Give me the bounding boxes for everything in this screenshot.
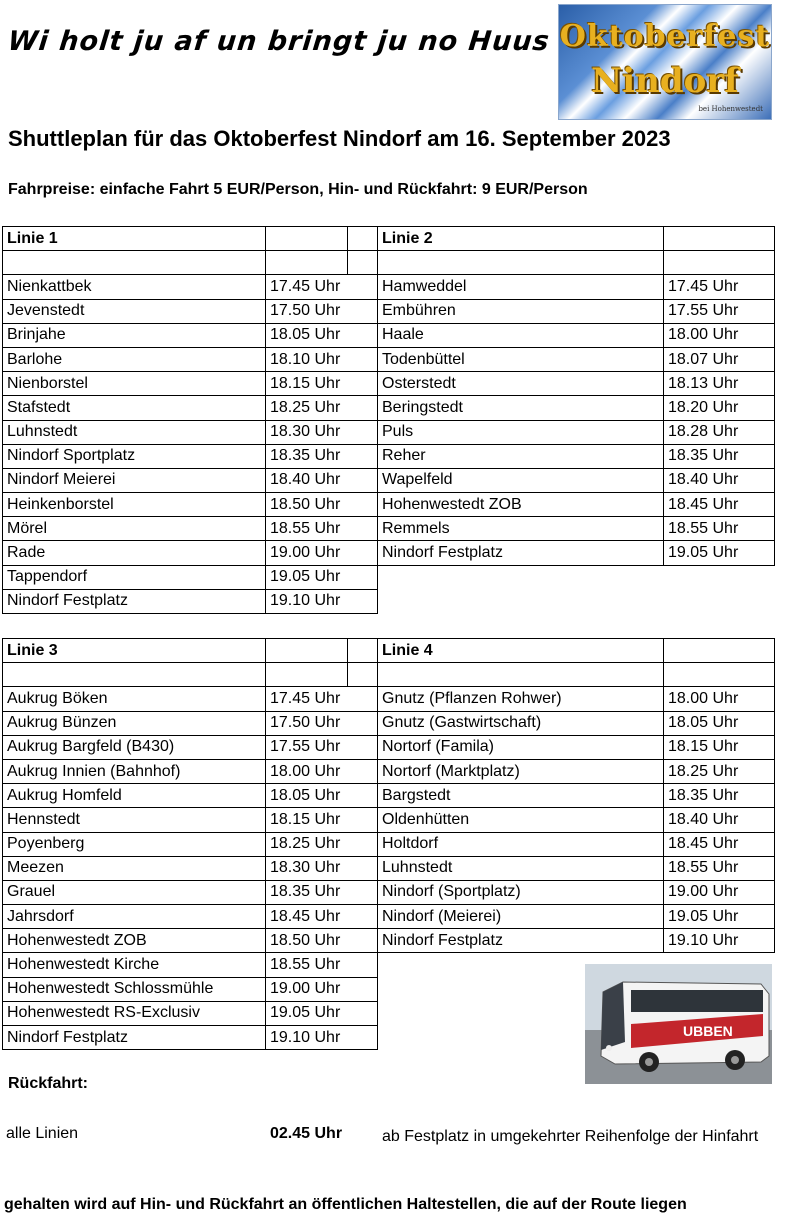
stop-time-left: 18.30 Uhr (266, 420, 378, 444)
stop-name-left: Aukrug Bünzen (3, 711, 266, 735)
stop-time-left: 18.00 Uhr (266, 759, 378, 783)
header-blank-cell (348, 639, 378, 663)
stop-name-right: Hamweddel (378, 275, 664, 299)
stop-time-right: 18.00 Uhr (664, 687, 775, 711)
table-blank-row (3, 251, 775, 275)
blank-cell (378, 251, 664, 275)
stop-time-right: 17.45 Uhr (664, 275, 775, 299)
line-header-right: Linie 4 (378, 639, 664, 663)
table-row (3, 275, 775, 299)
stop-time-right: 18.13 Uhr (664, 372, 775, 396)
return-trip-time: 02.45 Uhr (270, 1125, 343, 1142)
stop-name-left: Luhnstedt (3, 420, 266, 444)
stop-time-right: 18.35 Uhr (664, 784, 775, 808)
table-row (3, 372, 775, 396)
stop-time-left: 19.05 Uhr (266, 565, 378, 589)
stop-time-left: 17.45 Uhr (266, 275, 378, 299)
stop-time-left: 18.45 Uhr (266, 905, 378, 929)
stop-name-left: Hohenwestedt Schlossmühle (3, 977, 266, 1001)
stop-time-left: 18.50 Uhr (266, 929, 378, 953)
table-row (3, 929, 775, 953)
stop-time-right: 18.40 Uhr (664, 808, 775, 832)
stop-name-right: Gnutz (Gastwirtschaft) (378, 711, 664, 735)
table-blank-row (3, 663, 775, 687)
stop-time-left: 19.05 Uhr (266, 1001, 378, 1025)
stop-name-right: Wapelfeld (378, 468, 664, 492)
stop-name-right: Reher (378, 444, 664, 468)
stop-time-right: 18.45 Uhr (664, 832, 775, 856)
stop-time-left: 18.35 Uhr (266, 880, 378, 904)
table-row (3, 856, 775, 880)
stop-name-right: Holtdorf (378, 832, 664, 856)
blank-cell (266, 251, 348, 275)
stop-time-left: 19.10 Uhr (266, 589, 378, 613)
header-blank-cell (266, 227, 348, 251)
table-row (3, 687, 775, 711)
stop-name-left: Aukrug Bargfeld (B430) (3, 735, 266, 759)
logo-subtitle: bei Hohenwestedt (698, 105, 763, 113)
stop-time-right: 18.55 Uhr (664, 517, 775, 541)
stop-time-left: 18.15 Uhr (266, 808, 378, 832)
header-blank-cell (664, 227, 775, 251)
line-header-left: Linie 1 (3, 227, 266, 251)
stop-name-right (378, 565, 664, 589)
stop-name-left: Aukrug Innien (Bahnhof) (3, 759, 266, 783)
table-row (3, 711, 775, 735)
stop-name-right: Gnutz (Pflanzen Rohwer) (378, 687, 664, 711)
stop-name-right: Luhnstedt (378, 856, 664, 880)
stop-name-left: Jahrsdorf (3, 905, 266, 929)
table-row (3, 832, 775, 856)
stop-name-left: Meezen (3, 856, 266, 880)
return-trip-note: ab Festplatz in umgekehrter Reihenfolge der Hinfahrt (382, 1128, 759, 1145)
stop-name-right: Bargstedt (378, 784, 664, 808)
stop-name-left: Stafstedt (3, 396, 266, 420)
stop-name-left: Nindorf Sportplatz (3, 444, 266, 468)
stop-name-left: Mörel (3, 517, 266, 541)
fare-info: Fahrpreise: einfache Fahrt 5 EUR/Person, Hin- und Rückfahrt: 9 EUR/Person (8, 181, 588, 198)
stop-name-left: Nienborstel (3, 372, 266, 396)
line-header-left: Linie 3 (3, 639, 266, 663)
stop-time-left: 18.35 Uhr (266, 444, 378, 468)
blank-cell (266, 663, 348, 687)
stop-name-right: Nindorf Festplatz (378, 541, 664, 565)
table-row (3, 565, 775, 589)
stop-time-right: 18.07 Uhr (664, 347, 775, 371)
blank-cell (664, 251, 775, 275)
stop-time-left: 18.50 Uhr (266, 493, 378, 517)
stop-time-left: 19.10 Uhr (266, 1026, 378, 1050)
table-row (3, 299, 775, 323)
table-header-row (3, 639, 775, 663)
stop-name-right: Puls (378, 420, 664, 444)
table-row (3, 420, 775, 444)
stop-time-left: 17.50 Uhr (266, 711, 378, 735)
stop-time-right: 17.55 Uhr (664, 299, 775, 323)
stop-name-left: Heinkenborstel (3, 493, 266, 517)
blank-cell (664, 663, 775, 687)
stop-time-left: 18.25 Uhr (266, 832, 378, 856)
stop-time-left: 18.05 Uhr (266, 784, 378, 808)
stop-name-left: Barlohe (3, 347, 266, 371)
stop-name-right: Nortorf (Marktplatz) (378, 759, 664, 783)
bus-photo (585, 964, 772, 1084)
line-header-right: Linie 2 (378, 227, 664, 251)
blank-cell (348, 251, 378, 275)
oktoberfest-logo (558, 4, 772, 120)
stop-name-right: Hohenwestedt ZOB (378, 493, 664, 517)
stop-name-left: Tappendorf (3, 565, 266, 589)
stop-name-left: Grauel (3, 880, 266, 904)
stop-name-left: Nienkattbek (3, 275, 266, 299)
coach-bus-icon (585, 964, 772, 1084)
blank-cell (378, 663, 664, 687)
stop-time-right: 18.15 Uhr (664, 735, 775, 759)
slogan: Wi holt ju af un bringt ju no Huus (6, 26, 552, 57)
blank-cell (3, 663, 266, 687)
table-row (3, 784, 775, 808)
return-trip-label: Rückfahrt: (8, 1075, 89, 1092)
table-row (3, 323, 775, 347)
stop-name-right: Todenbüttel (378, 347, 664, 371)
stop-time-right: 18.00 Uhr (664, 323, 775, 347)
table-row (3, 808, 775, 832)
stop-name-left: Hohenwestedt RS-Exclusiv (3, 1001, 266, 1025)
stop-name-right: Osterstedt (378, 372, 664, 396)
logo-line2: Nindorf (591, 61, 739, 101)
table-row (3, 589, 775, 613)
table-row (3, 347, 775, 371)
stop-name-right (378, 589, 664, 613)
stop-time-right (664, 565, 775, 589)
blank-cell (348, 663, 378, 687)
stop-name-left: Brinjahe (3, 323, 266, 347)
page-title: Shuttleplan für das Oktoberfest Nindorf am 16. September 2023 (8, 126, 671, 151)
stop-time-left: 17.50 Uhr (266, 299, 378, 323)
table-row (3, 468, 775, 492)
stop-name-right: Beringstedt (378, 396, 664, 420)
footer-note: gehalten wird auf Hin- und Rückfahrt an öffentlichen Haltestellen, die auf der Route liegen (4, 1196, 687, 1213)
stop-name-right: Nindorf (Meierei) (378, 905, 664, 929)
stop-time-right: 18.55 Uhr (664, 856, 775, 880)
stop-time-left: 18.40 Uhr (266, 468, 378, 492)
stop-time-right: 19.05 Uhr (664, 905, 775, 929)
header-blank-cell (348, 227, 378, 251)
stop-name-left: Hennstedt (3, 808, 266, 832)
stop-name-left: Nindorf Meierei (3, 468, 266, 492)
stop-time-right: 19.05 Uhr (664, 541, 775, 565)
bus-brand: UBBEN (683, 1023, 733, 1039)
stop-time-right: 18.25 Uhr (664, 759, 775, 783)
table-header-row (3, 227, 775, 251)
stop-time-left: 17.55 Uhr (266, 735, 378, 759)
stop-name-left: Aukrug Homfeld (3, 784, 266, 808)
return-trip-lines: alle Linien (6, 1125, 79, 1142)
stop-name-left: Hohenwestedt Kirche (3, 953, 266, 977)
logo-line1: Oktoberfest (559, 19, 771, 54)
stop-time-right: 18.28 Uhr (664, 420, 775, 444)
stop-name-left: Hohenwestedt ZOB (3, 929, 266, 953)
stop-name-left: Nindorf Festplatz (3, 1026, 266, 1050)
table-row (3, 880, 775, 904)
stop-time-left: 18.05 Uhr (266, 323, 378, 347)
table-row (3, 905, 775, 929)
stop-time-left: 18.10 Uhr (266, 347, 378, 371)
stop-name-right: Oldenhütten (378, 808, 664, 832)
table-row (3, 517, 775, 541)
stop-time-right: 18.35 Uhr (664, 444, 775, 468)
stop-name-right: Nindorf Festplatz (378, 929, 664, 953)
stop-time-left: 18.55 Uhr (266, 517, 378, 541)
blank-cell (3, 251, 266, 275)
stop-name-right: Nindorf (Sportplatz) (378, 880, 664, 904)
stop-time-right: 18.05 Uhr (664, 711, 775, 735)
table-row (3, 759, 775, 783)
stop-time-left: 19.00 Uhr (266, 977, 378, 1001)
stop-name-right: Haale (378, 323, 664, 347)
stop-time-right (664, 589, 775, 613)
stop-name-left: Rade (3, 541, 266, 565)
schedule-table-lines-1-2 (2, 226, 775, 614)
stop-name-left: Jevenstedt (3, 299, 266, 323)
stop-time-left: 18.25 Uhr (266, 396, 378, 420)
header-blank-cell (664, 639, 775, 663)
table-row (3, 444, 775, 468)
stop-name-left: Nindorf Festplatz (3, 589, 266, 613)
stop-time-right: 18.20 Uhr (664, 396, 775, 420)
stop-name-right: Embühren (378, 299, 664, 323)
stop-time-right: 18.40 Uhr (664, 468, 775, 492)
stop-time-left: 19.00 Uhr (266, 541, 378, 565)
table-row (3, 735, 775, 759)
table-row (3, 493, 775, 517)
stop-time-right: 19.10 Uhr (664, 929, 775, 953)
stop-time-right: 19.00 Uhr (664, 880, 775, 904)
stop-name-right: Nortorf (Famila) (378, 735, 664, 759)
stop-time-left: 17.45 Uhr (266, 687, 378, 711)
stop-name-left: Poyenberg (3, 832, 266, 856)
stop-time-left: 18.30 Uhr (266, 856, 378, 880)
stop-time-left: 18.55 Uhr (266, 953, 378, 977)
stop-time-left: 18.15 Uhr (266, 372, 378, 396)
stop-time-right: 18.45 Uhr (664, 493, 775, 517)
header-blank-cell (266, 639, 348, 663)
stop-name-left: Aukrug Böken (3, 687, 266, 711)
table-row (3, 396, 775, 420)
table-row (3, 541, 775, 565)
stop-name-right: Remmels (378, 517, 664, 541)
